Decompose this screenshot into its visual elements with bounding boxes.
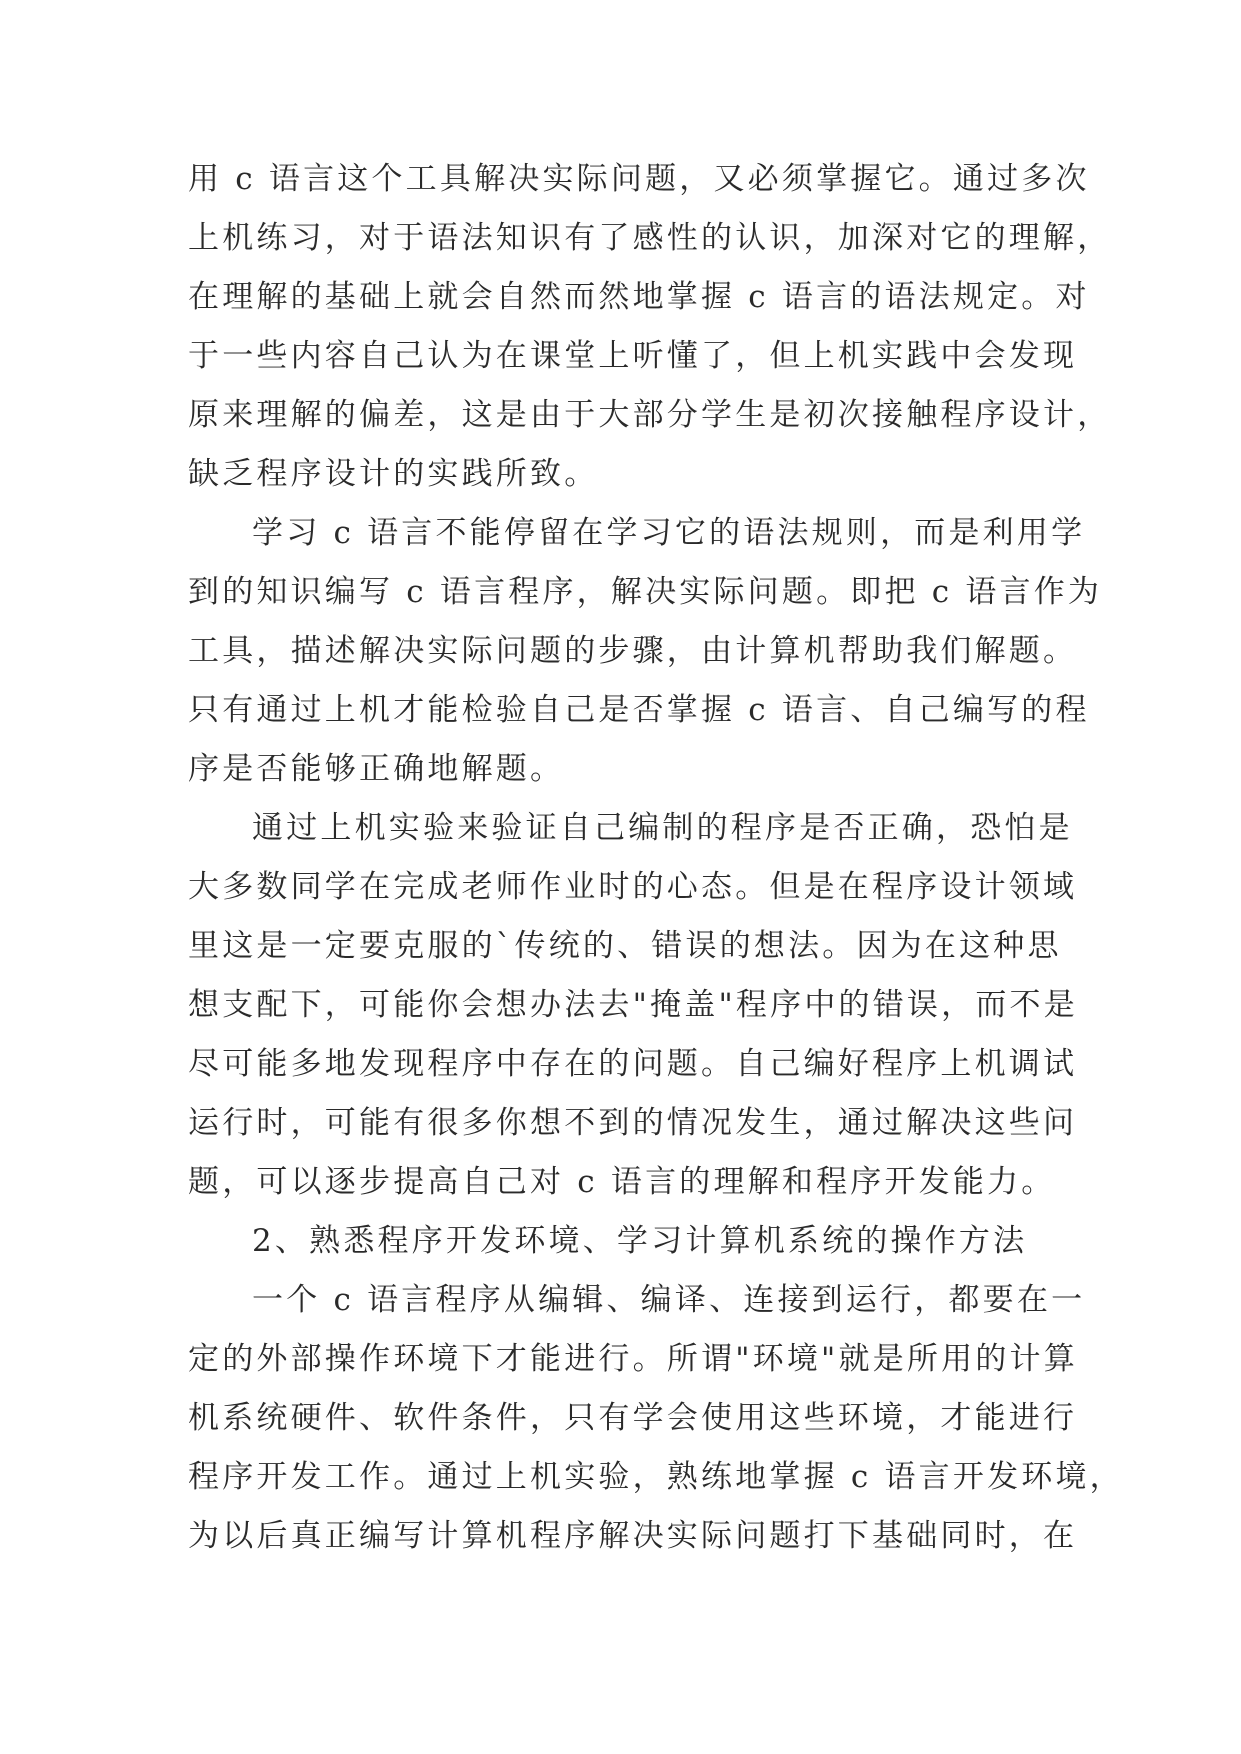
- text-line: 在理解的基础上就会自然而然地掌握 c 语言的语法规定。对: [188, 279, 1090, 315]
- text-line: 于一些内容自己认为在课堂上听懂了，但上机实践中会发现: [188, 338, 1078, 374]
- text-line: 程序开发工作。通过上机实验，熟练地掌握 c 语言开发环境，: [188, 1459, 1124, 1495]
- text-line: 原来理解的偏差，这是由于大部分学生是初次接触程序设计，: [188, 397, 1112, 433]
- text-line: 上机练习，对于语法知识有了感性的认识，加深对它的理解，: [188, 220, 1112, 256]
- text-line: 运行时，可能有很多你想不到的情况发生，通过解决这些问: [188, 1105, 1078, 1141]
- text-line: 缺乏程序设计的实践所致。: [188, 456, 599, 492]
- text-line: 大多数同学在完成老师作业时的心态。但是在程序设计领域: [188, 869, 1078, 905]
- text-line: 为以后真正编写计算机程序解决实际问题打下基础同时，在: [188, 1518, 1078, 1554]
- paragraph-first-line: 学习 c 语言不能停留在学习它的语法规则，而是利用学: [252, 515, 1086, 551]
- text-line: 尽可能多地发现程序中存在的问题。自己编好程序上机调试: [188, 1046, 1078, 1082]
- text-line: 到的知识编写 c 语言程序，解决实际问题。即把 c 语言作为: [188, 574, 1103, 610]
- text-line: 里这是一定要克服的`传统的、错误的想法。因为在这种思: [188, 928, 1062, 964]
- paragraph-first-line: 通过上机实验来验证自己编制的程序是否正确，恐怕是: [252, 810, 1073, 846]
- text-line: 想支配下，可能你会想办法去"掩盖"程序中的错误，而不是: [188, 987, 1078, 1023]
- text-line: 只有通过上机才能检验自己是否掌握 c 语言、自己编写的程: [188, 692, 1090, 728]
- text-line: 序是否能够正确地解题。: [188, 751, 565, 787]
- text-line: 定的外部操作环境下才能进行。所谓"环境"就是所用的计算: [188, 1341, 1078, 1377]
- section-heading: 2、熟悉程序开发环境、学习计算机系统的操作方法: [252, 1223, 1028, 1259]
- text-line: 题，可以逐步提高自己对 c 语言的理解和程序开发能力。: [188, 1164, 1056, 1200]
- text-line: 工具，描述解决实际问题的步骤，由计算机帮助我们解题。: [188, 633, 1078, 669]
- text-line: 用 c 语言这个工具解决实际问题，又必须掌握它。通过多次: [188, 161, 1090, 197]
- paragraph-first-line: 一个 c 语言程序从编辑、编译、连接到运行，都要在一: [252, 1282, 1086, 1318]
- document-body: [188, 150, 1124, 1566]
- text-line: 机系统硬件、软件条件，只有学会使用这些环境，才能进行: [188, 1400, 1078, 1436]
